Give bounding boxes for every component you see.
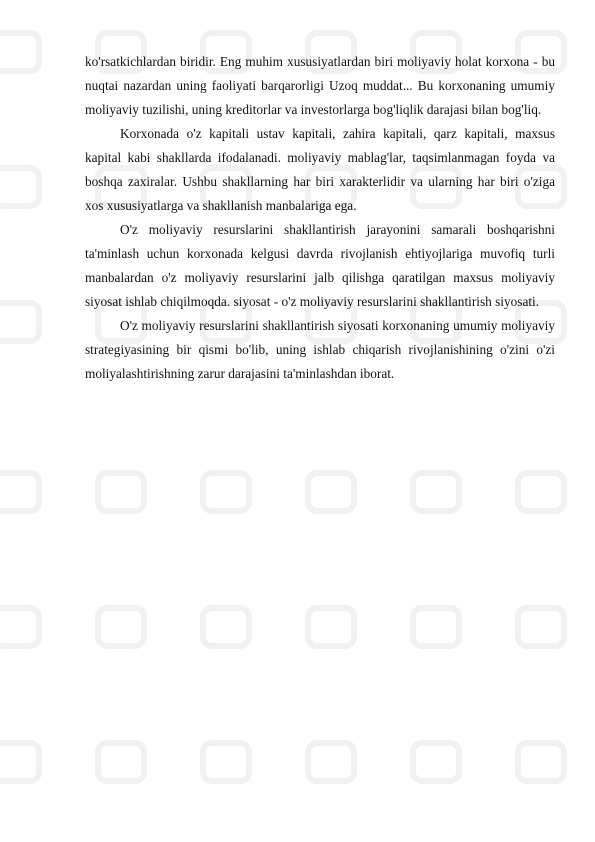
paragraph-3: O'z moliyaviy resurslarini shakllantirish jarayonini samarali boshqarishni ta'minlash uchun korxonada kelgusi davrda rivojlanish ehtiyojlariga muvofiq turli manbalardan o'z moliyaviy resurslarini jalb qilishga qaratilgan maxsus moliyaviy siyosat ishlab chiqilmoqda. siyosat - o'z moliyaviy resurslarini shakllantirish siyosati. bbox=[85, 222, 555, 309]
document-body bbox=[85, 50, 555, 386]
paragraph-4: O'z moliyaviy resurslarini shakllantirish siyosati korxonaning umumiy moliyaviy strategiyasining bir qismi bo'lib, uning ishlab chiqarish rivojlanishining o'zini o'zi moliyalashtirishning zarur darajasini ta'minlashdan iborat. bbox=[85, 318, 555, 381]
paragraph-2: Korxonada o'z kapitali ustav kapitali, zahira kapitali, qarz kapitali, maxsus kapital kabi shakllarda ifodalanadi. moliyaviy mablag'lar, taqsimlanmagan foyda va boshqa zaxiralar. Ushbu shakllarning har biri xarakterlidir va ularning har biri o'ziga xos xususiyatlarga va shakllanish manbalariga ega. bbox=[85, 126, 555, 213]
paragraph-1: ko'rsatkichlardan biridir. Eng muhim xususiyatlardan biri moliyaviy holat korxona - bu nuqtai nazardan uning faoliyati barqarorligi Uzoq muddat... Bu korxonaning umumiy moliyaviy tuzilishi, uning kreditorlar va investorlarga bog'liqlik darajasi bilan bog'liq. bbox=[85, 54, 555, 117]
